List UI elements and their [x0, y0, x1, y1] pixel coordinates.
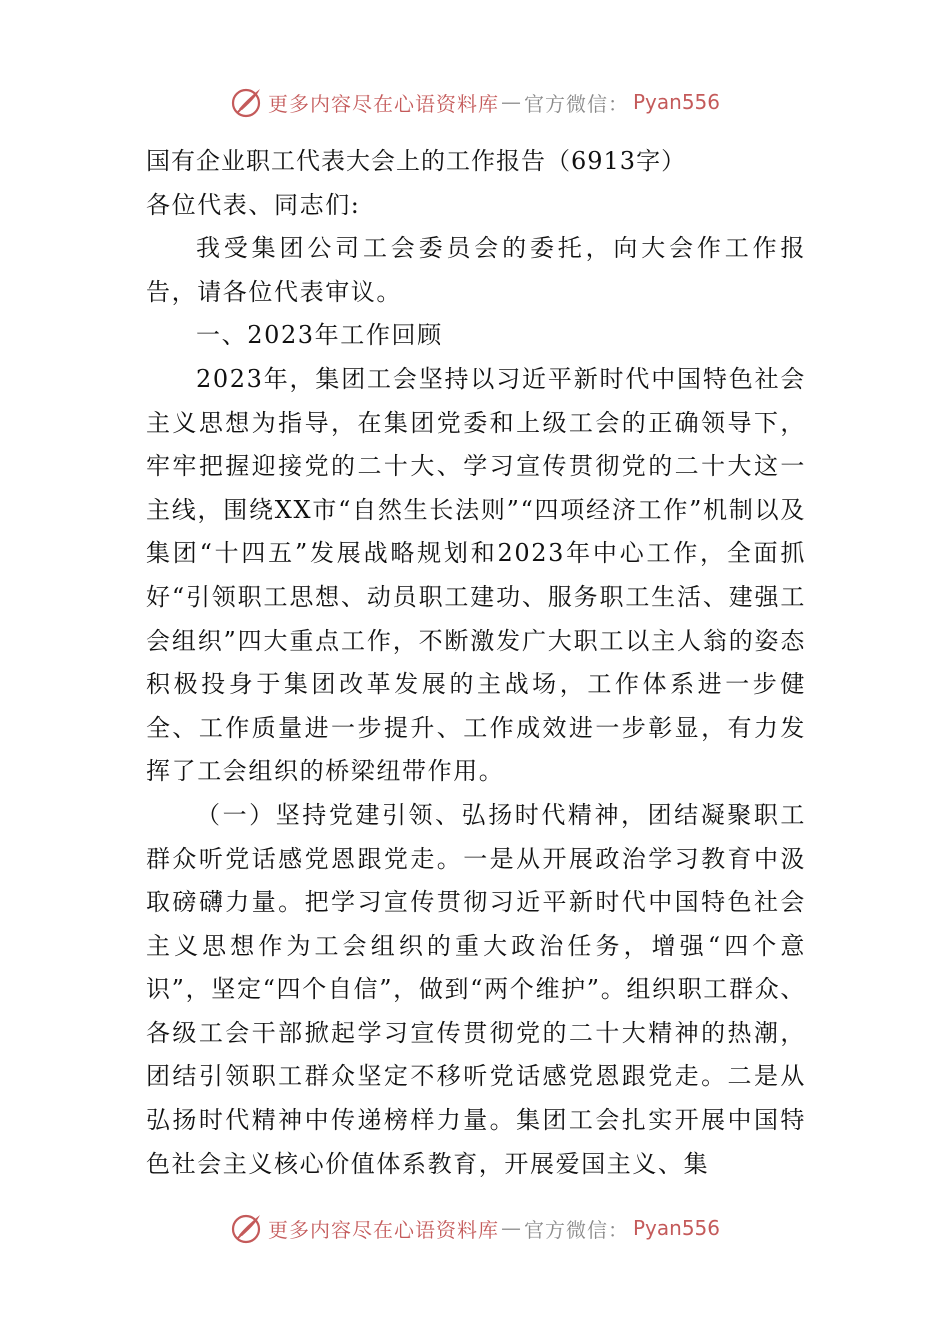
section-heading: 一、2023年工作回顾	[196, 321, 443, 350]
salutation: 各位代表、同志们:	[146, 190, 361, 219]
watermark-wechat-id: Pyan556	[632, 90, 720, 114]
paragraph: 2023年，集团工会坚持以习近平新时代中国特色社会主义思想为指导，在集团党委和上级工会的正确领导下，牢牢把握迎接党的二十大、学习宣传贯彻党的二十大这一主线，围绕XX市“自然生长法则”“四项经济工作”机制以及集团“十四五”发展战略规划和2023年中心工作，全面抓好“引领职工思想、动员职工建功、服务职工生活、建强工会组织”四大重点工作，不断激发广大职工以主人翁的姿态积极投身于集团改革发展的主战场，工作体系进一步健全、工作质量进一步提升、工作成效进一步彰显，有力发挥了工会组织的桥梁纽带作用。	[146, 364, 806, 786]
quill-logo-icon	[230, 85, 264, 119]
paragraph: （一）坚持党建引领、弘扬时代精神，团结凝聚职工群众听党话感党恩跟党走。一是从开展政治学习教育中汲取磅礴力量。把学习宣传贯彻习近平新时代中国特色社会主义思想作为工会组织的重大政治任务，增强“四个意识”，坚定“四个自信”，做到“两个维护”。组织职工群众、各级工会干部掀起学习宣传贯彻党的二十大精神的热潮，团结引领职工群众坚定不移听党话感党恩跟党走。二是从弘扬时代精神中传递榜样力量。集团工会扎实开展中国特色社会主义核心价值体系教育，开展爱国主义、集	[146, 800, 806, 1178]
watermark-banner-bottom	[0, 1208, 950, 1248]
watermark-text: 更多内容尽在心语资料库	[267, 91, 499, 116]
watermark-banner-top	[0, 82, 950, 122]
quill-logo-icon	[230, 1211, 264, 1245]
watermark-dash: —	[500, 90, 522, 114]
watermark-wechat-id: Pyan556	[632, 1216, 720, 1240]
watermark-wechat-label: 官方微信：	[523, 1217, 629, 1242]
watermark-text: 更多内容尽在心语资料库	[267, 1217, 499, 1242]
watermark-wechat-label: 官方微信：	[523, 91, 629, 116]
document-body	[146, 140, 806, 1186]
watermark-dash: —	[500, 1216, 522, 1240]
paragraph: 我受集团公司工会委员会的委托，向大会作工作报告，请各位代表审议。	[146, 234, 806, 306]
document-title: 国有企业职工代表大会上的工作报告（6913字）	[146, 147, 687, 175]
